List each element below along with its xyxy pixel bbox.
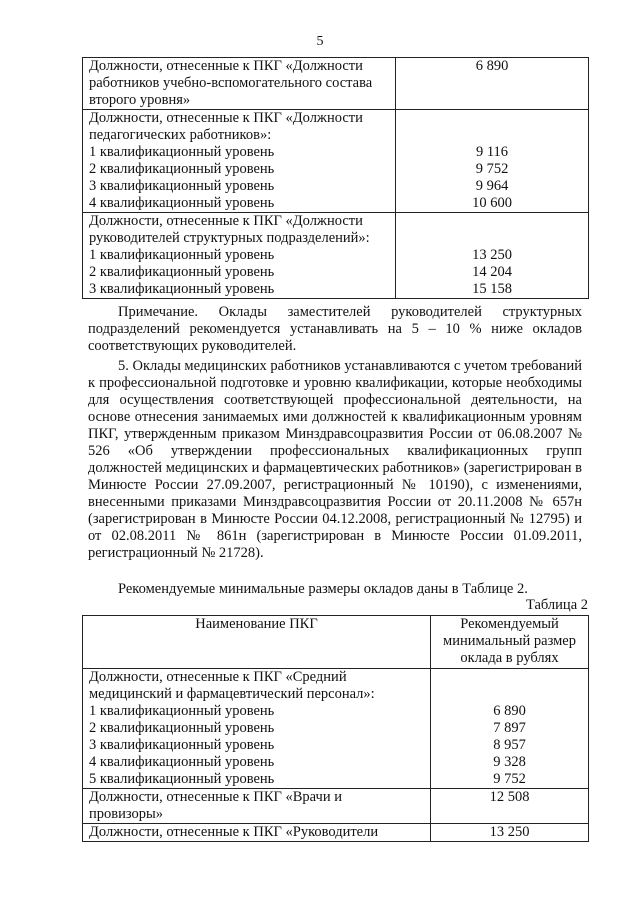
header-value-line: Рекомендуемый bbox=[460, 616, 559, 632]
header-name: Наименование ПКГ bbox=[195, 616, 318, 632]
row-value: 14 204 bbox=[472, 264, 512, 280]
row-name-line: 2 квалификационный уровень bbox=[89, 161, 275, 177]
table-2-label: Таблица 2 bbox=[525, 597, 588, 613]
row-name-line: Должности, отнесенные к ПКГ «Должности bbox=[89, 110, 363, 126]
row-value bbox=[402, 110, 582, 127]
table-row bbox=[83, 58, 589, 110]
row-value: 13 250 bbox=[489, 824, 530, 840]
row-name-cell bbox=[83, 824, 431, 842]
row-value: 9 328 bbox=[493, 754, 526, 770]
row-name-line: медицинский и фармацевтический персонал»: bbox=[89, 686, 375, 702]
row-value-cell bbox=[396, 58, 589, 110]
recommend-text: Рекомендуемые минимальные размеры окладов даны в Таблице 2. bbox=[118, 581, 528, 597]
row-name-line: 5 квалификационный уровень bbox=[89, 771, 275, 787]
salary-table-1 bbox=[82, 57, 589, 299]
salary-table-2 bbox=[82, 615, 589, 842]
row-value bbox=[437, 669, 582, 686]
header-value-line: оклада в рублях bbox=[460, 650, 559, 666]
header-name-cell bbox=[83, 616, 431, 669]
row-name-cell bbox=[83, 669, 431, 789]
table-row bbox=[83, 824, 589, 842]
row-name-line: 2 квалификационный уровень bbox=[89, 264, 275, 280]
row-value: 10 600 bbox=[472, 195, 512, 211]
table-row bbox=[83, 789, 589, 824]
row-name-cell bbox=[83, 213, 396, 299]
row-name-line: работников учебно-вспомогательного состава bbox=[89, 75, 373, 91]
row-name-line: 1 квалификационный уровень bbox=[89, 144, 275, 160]
row-value: 7 897 bbox=[493, 720, 526, 736]
row-value: 12 508 bbox=[489, 789, 530, 805]
row-value: 13 250 bbox=[472, 247, 512, 263]
row-value: 6 890 bbox=[493, 703, 526, 719]
row-value: 9 964 bbox=[475, 178, 509, 194]
row-name-line: провизоры» bbox=[89, 806, 164, 822]
row-name-line: Должности, отнесенные к ПКГ «Врачи и bbox=[89, 789, 342, 805]
row-value bbox=[437, 806, 582, 823]
row-value: 9 752 bbox=[475, 161, 509, 177]
row-name-line: 4 квалификационный уровень bbox=[89, 754, 275, 770]
row-name-line: 4 квалификационный уровень bbox=[89, 195, 275, 211]
row-value bbox=[402, 230, 582, 247]
row-value-cell bbox=[431, 824, 589, 842]
row-name-line: руководителей структурных подразделений»: bbox=[89, 230, 370, 246]
row-name-line: второго уровня» bbox=[89, 92, 191, 108]
row-value bbox=[437, 686, 582, 703]
row-name-line: 3 квалификационный уровень bbox=[89, 737, 275, 753]
row-name-line: 3 квалификационный уровень bbox=[89, 178, 275, 194]
row-name-line: Должности, отнесенные к ПКГ «Средний bbox=[89, 669, 347, 685]
row-value bbox=[402, 127, 582, 144]
row-value: 8 957 bbox=[493, 737, 526, 753]
row-value: 9 752 bbox=[493, 771, 526, 787]
table-row bbox=[83, 213, 589, 299]
paragraph-5-text: 5. Оклады медицинских работников устанавливаются с учетом требований к профессиональной подготовке и уровню квалификации, которые необходимы для осуществления соответствующей профессиональной деятельности, на основе отнесения занимаемых ими должностей к квалификационным уровням ПКГ, утвержденным приказом Минздравсоцразвития России от 06.08.2007 № 526 «Об утверждении профессиональных квалификационных групп должностей медицинских и фармацевтических работников» (зарегистрирован в Минюсте России 27.09.2007, регистрационный № 10190), с изменениями, внесенными приказами Минздравсоцразвития России от 20.11.2008 № 657н (зарегистрирован в Минюсте России 04.12.2008, регистрационный № 12795) и от 02.08.2011 № 861н (зарегистрирован в Минюсте России 01.09.2011, регистрационный № 21728). bbox=[88, 358, 583, 561]
row-name-line: Должности, отнесенные к ПКГ «Должности bbox=[89, 58, 363, 74]
row-name-line: 2 квалификационный уровень bbox=[89, 720, 275, 736]
row-value: 6 890 bbox=[475, 58, 509, 74]
paragraph-5 bbox=[88, 358, 582, 562]
row-name-line: 1 квалификационный уровень bbox=[89, 703, 275, 719]
header-value-line: минимальный размер bbox=[443, 633, 576, 649]
row-value-cell bbox=[396, 213, 589, 299]
row-name-line: 3 квалификационный уровень bbox=[89, 281, 275, 297]
table-row bbox=[83, 669, 589, 789]
row-value-cell bbox=[431, 789, 589, 824]
row-value: 9 116 bbox=[475, 144, 509, 160]
row-name-cell bbox=[83, 789, 431, 824]
table-row bbox=[83, 110, 589, 213]
page-number: 5 bbox=[316, 34, 324, 49]
row-name-line: 1 квалификационный уровень bbox=[89, 247, 275, 263]
row-value-cell bbox=[431, 669, 589, 789]
note-paragraph: Примечание. Оклады заместителей руководителей структурных подразделений рекомендуется устанавливать на 5 – 10 % ниже окладов соответствующих руководителей. bbox=[88, 304, 582, 354]
row-value-cell bbox=[396, 110, 589, 213]
table-header-row bbox=[83, 616, 589, 669]
row-name-cell bbox=[83, 110, 396, 213]
row-name-line: Должности, отнесенные к ПКГ «Руководители bbox=[89, 824, 379, 840]
row-value: 15 158 bbox=[472, 281, 512, 297]
header-value-cell bbox=[431, 616, 589, 669]
row-name-cell bbox=[83, 58, 396, 110]
row-name-line: Должности, отнесенные к ПКГ «Должности bbox=[89, 213, 363, 229]
row-value bbox=[402, 213, 582, 230]
row-name-line: педагогических работников»: bbox=[89, 127, 272, 143]
